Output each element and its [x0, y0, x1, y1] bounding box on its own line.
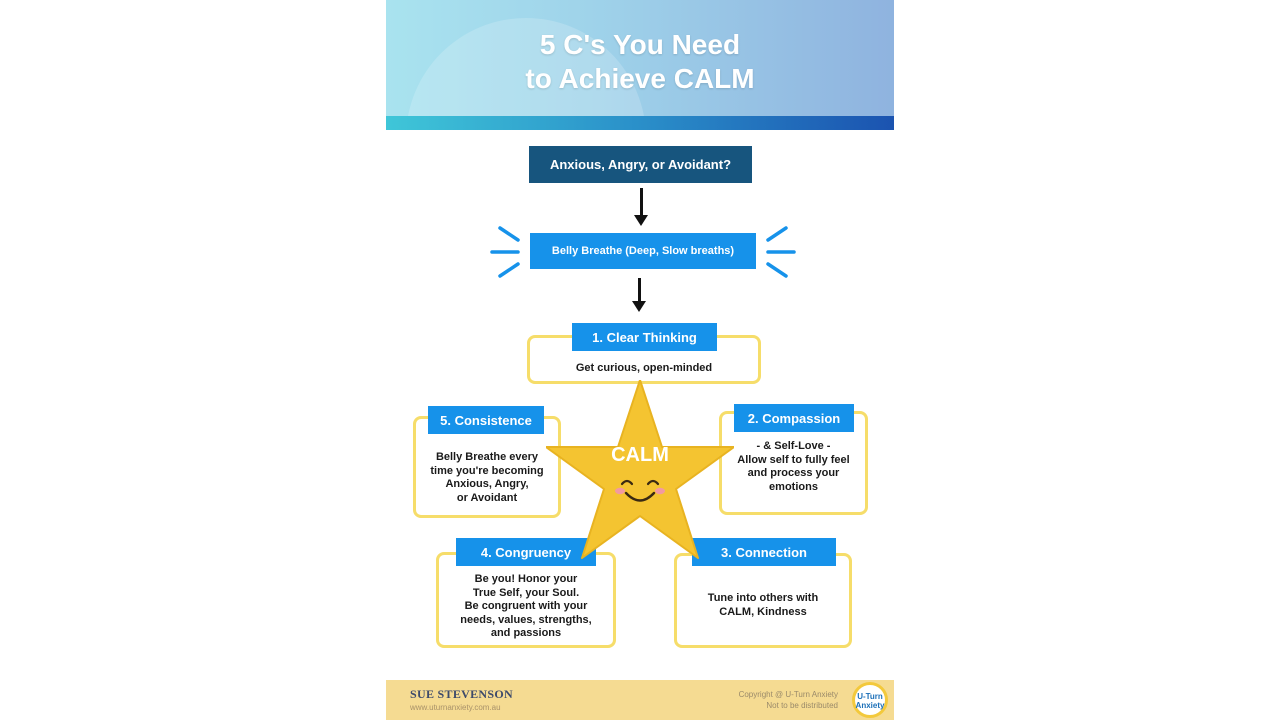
- calm-label: CALM: [611, 444, 669, 466]
- star-icon: [546, 380, 734, 560]
- card-text-line: needs, values, strengths,: [460, 613, 592, 626]
- card-text-line: Allow self to fully feel: [737, 453, 850, 466]
- copyright-notice: [739, 689, 838, 711]
- card-text-line: Belly Breathe every: [435, 451, 539, 463]
- label-clear-thinking: 1. Clear Thinking: [572, 323, 717, 351]
- belly-breathe-box: Belly Breathe (Deep, Slow breaths): [530, 233, 756, 269]
- label-connection: 3. Connection: [692, 538, 836, 566]
- logo-line-1: U-Turn: [857, 692, 883, 701]
- burst-lines-icon: [486, 222, 526, 282]
- card-text-line: Anxious, Angry,: [445, 478, 529, 490]
- author-name: SUE STEVENSON: [410, 687, 513, 701]
- card-text-line: and passions: [490, 627, 562, 639]
- copyright-line-1: Copyright @ U-Turn Anxiety: [738, 690, 838, 699]
- card-text-line: and process your: [747, 467, 840, 479]
- title-line-1: 5 C's You Need: [539, 29, 741, 60]
- card-text-line: - & Self-Love -: [756, 440, 831, 452]
- card-text-line: CALM, Kindness: [719, 605, 807, 618]
- card-connection: [674, 553, 852, 648]
- card-text-line: Be you! Honor your: [474, 573, 578, 585]
- infographic-page: [386, 0, 894, 720]
- label-consistence: 5. Consistence: [428, 406, 544, 434]
- website-link[interactable]: www.uturnanxiety.com.au: [410, 703, 501, 712]
- page-title: [386, 28, 894, 96]
- header-stripe: [386, 116, 894, 130]
- copyright-line-2: Not to be distributed: [766, 701, 838, 710]
- card-text-line: or Avoidant: [456, 491, 518, 504]
- header-banner: [386, 0, 894, 116]
- label-congruency: 4. Congruency: [456, 538, 596, 566]
- logo-line-2: Anxiety: [855, 701, 885, 710]
- card-text-line: True Self, your Soul.: [472, 586, 580, 599]
- card-text-line: Be congruent with your: [464, 600, 588, 612]
- title-line-2: to Achieve CALM: [525, 63, 755, 94]
- card-text-line: time you're becoming: [430, 464, 544, 477]
- down-arrow-icon: [640, 188, 643, 216]
- label-compassion: 2. Compassion: [734, 404, 854, 432]
- card-text-line: emotions: [769, 480, 818, 493]
- card-congruency: [436, 552, 616, 648]
- question-box: Anxious, Angry, or Avoidant?: [529, 146, 752, 183]
- burst-lines-icon: [760, 222, 800, 282]
- down-arrow-icon: [638, 278, 641, 302]
- card-text-line: Tune into others with: [707, 592, 819, 604]
- logo-text: [852, 692, 888, 710]
- card-text-line: Get curious, open-minded: [575, 362, 713, 374]
